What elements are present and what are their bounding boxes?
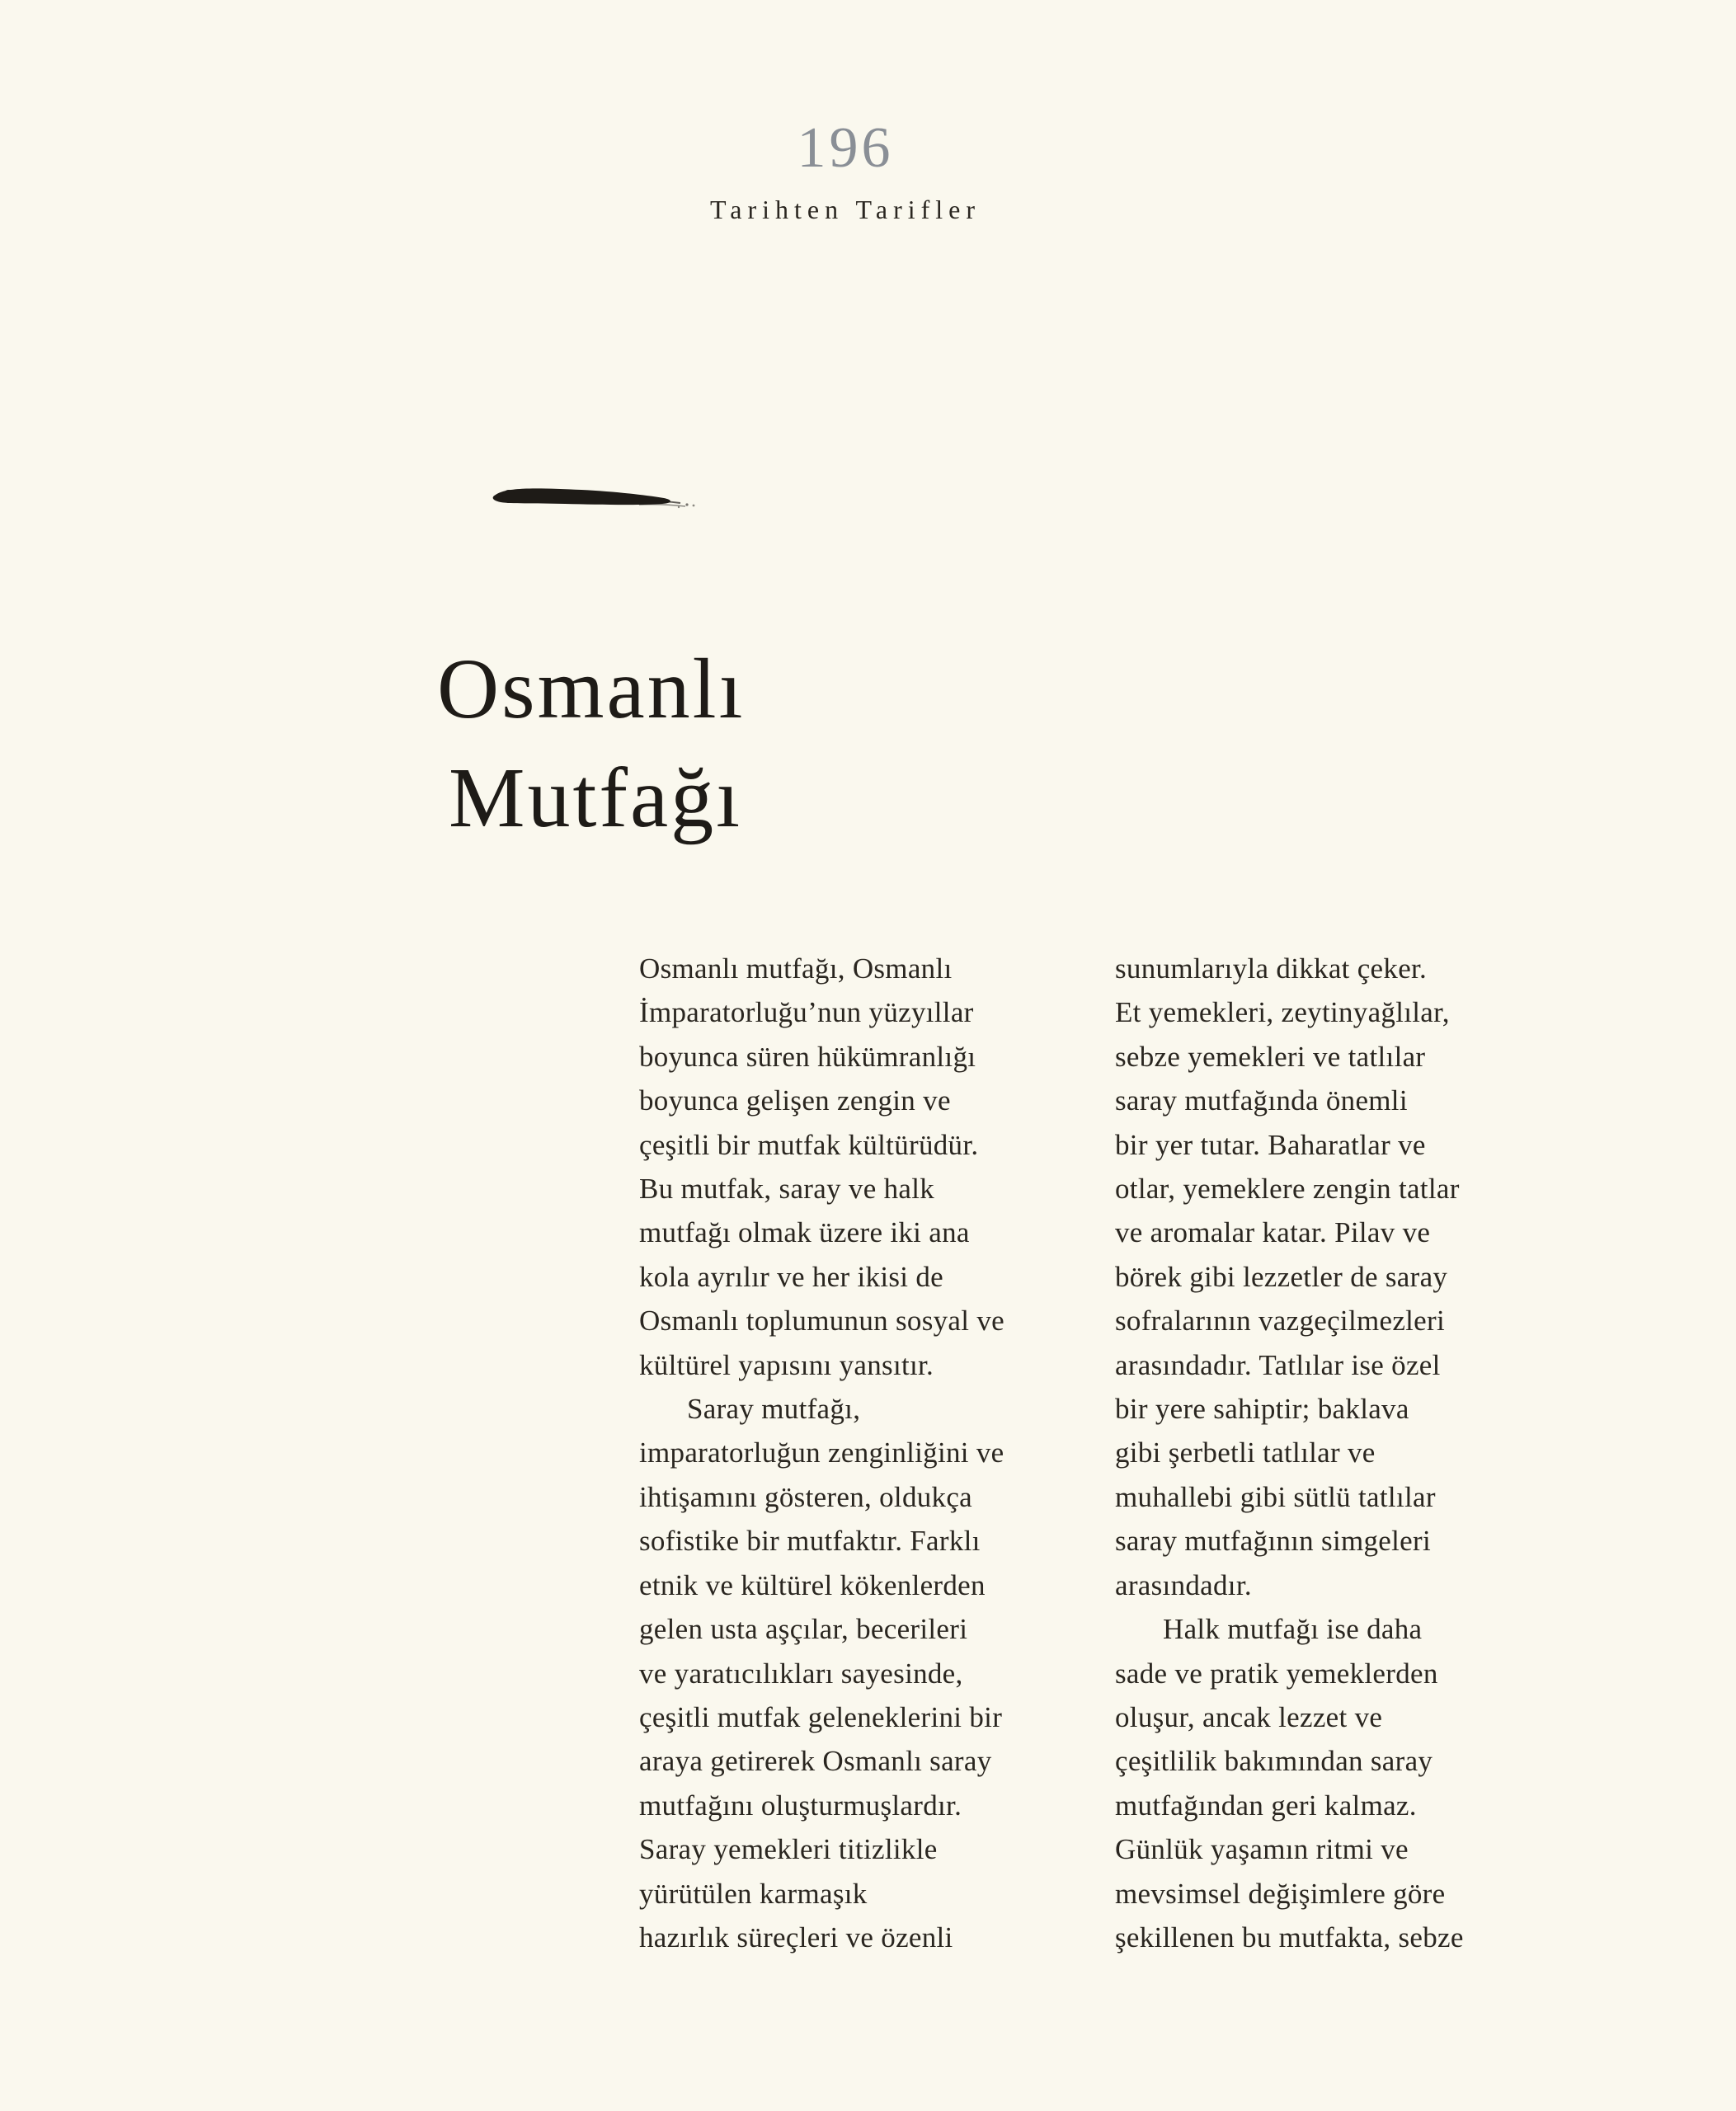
text-line: saray mutfağının simgeleri bbox=[1115, 1525, 1431, 1558]
text-line: Saray yemekleri titizlikle bbox=[639, 1833, 938, 1866]
chapter-title bbox=[437, 635, 745, 853]
text-line: sofistike bir mutfaktır. Farklı bbox=[639, 1525, 981, 1558]
text-line: kültürel yapısını yansıtır. bbox=[639, 1348, 934, 1381]
text-line: ve aromalar katar. Pilav ve bbox=[1115, 1216, 1431, 1249]
text-line: çeşitlilik bakımından saray bbox=[1115, 1745, 1433, 1778]
chapter-title-line-1: Osmanlı bbox=[437, 642, 746, 736]
text-line: gelen usta aşçılar, becerileri bbox=[639, 1613, 968, 1646]
text-line: Osmanlı toplumunun sosyal ve bbox=[639, 1305, 1004, 1338]
text-line: kola ayrılır ve her ikisi de bbox=[639, 1260, 943, 1293]
text-line: Bu mutfak, saray ve halk bbox=[639, 1173, 935, 1206]
chapter-title-line-2: Mutfağı bbox=[449, 750, 743, 845]
text-line: sebze yemekleri ve tatlılar bbox=[1115, 1040, 1426, 1073]
text-line: ve yaratıcılıkları sayesinde, bbox=[639, 1657, 963, 1690]
body-column-right bbox=[1115, 947, 1544, 1959]
page-number: 196 bbox=[797, 116, 894, 180]
text-line: Halk mutfağı ise daha bbox=[1163, 1613, 1423, 1646]
text-line: sunumlarıyla dikkat çeker. bbox=[1115, 952, 1428, 985]
text-line: şekillenen bu mutfakta, sebze bbox=[1115, 1921, 1464, 1953]
text-line: Osmanlı mutfağı, Osmanlı bbox=[639, 952, 953, 985]
text-line: saray mutfağında önemli bbox=[1115, 1084, 1408, 1117]
text-line: Et yemekleri, zeytinyağlılar, bbox=[1115, 996, 1450, 1029]
text-line: arasındadır. bbox=[1115, 1568, 1252, 1601]
brush-stroke-icon bbox=[491, 477, 701, 518]
text-line: bir yere sahiptir; baklava bbox=[1115, 1393, 1409, 1426]
body-column-left bbox=[639, 947, 1068, 1959]
text-line: muhallebi gibi sütlü tatlılar bbox=[1115, 1480, 1436, 1513]
text-line: bir yer tutar. Baharatlar ve bbox=[1115, 1128, 1426, 1161]
text-line: hazırlık süreçleri ve özenli bbox=[639, 1921, 953, 1953]
text-line: mutfağını oluşturmuşlardır. bbox=[639, 1789, 962, 1822]
text-line: arasındadır. Tatlılar ise özel bbox=[1115, 1348, 1441, 1381]
text-line: mutfağı olmak üzere iki ana bbox=[639, 1216, 970, 1249]
text-line: ihtişamını gösteren, oldukça bbox=[639, 1480, 973, 1513]
text-line: araya getirerek Osmanlı saray bbox=[639, 1745, 992, 1778]
text-line: sade ve pratik yemeklerden bbox=[1115, 1657, 1438, 1690]
text-line: etnik ve kültürel kökenlerden bbox=[639, 1568, 986, 1601]
text-line: İmparatorluğu’nun yüzyıllar bbox=[639, 996, 974, 1029]
text-line: gibi şerbetli tatlılar ve bbox=[1115, 1436, 1376, 1469]
text-line: boyunca süren hükümranlığı bbox=[639, 1040, 976, 1073]
text-line: çeşitli bir mutfak kültürüdür. bbox=[639, 1128, 979, 1161]
text-line: oluşur, ancak lezzet ve bbox=[1115, 1700, 1383, 1733]
text-line: Günlük yaşamın ritmi ve bbox=[1115, 1833, 1409, 1866]
text-line: sofralarının vazgeçilmezleri bbox=[1115, 1305, 1445, 1338]
text-line: börek gibi lezzetler de saray bbox=[1115, 1260, 1448, 1293]
text-line: mevsimsel değişimlere göre bbox=[1115, 1877, 1446, 1910]
text-line: boyunca gelişen zengin ve bbox=[639, 1084, 951, 1117]
text-line: otlar, yemeklere zengin tatlar bbox=[1115, 1173, 1460, 1206]
text-line: yürütülen karmaşık bbox=[639, 1877, 868, 1910]
text-line: mutfağından geri kalmaz. bbox=[1115, 1789, 1417, 1822]
text-line: Saray mutfağı, bbox=[687, 1393, 861, 1426]
running-head: Tarihten Tarifler bbox=[709, 195, 981, 224]
text-line: çeşitli mutfak geleneklerini bir bbox=[639, 1700, 1003, 1733]
text-line: imparatorluğun zenginliğini ve bbox=[639, 1436, 1004, 1469]
